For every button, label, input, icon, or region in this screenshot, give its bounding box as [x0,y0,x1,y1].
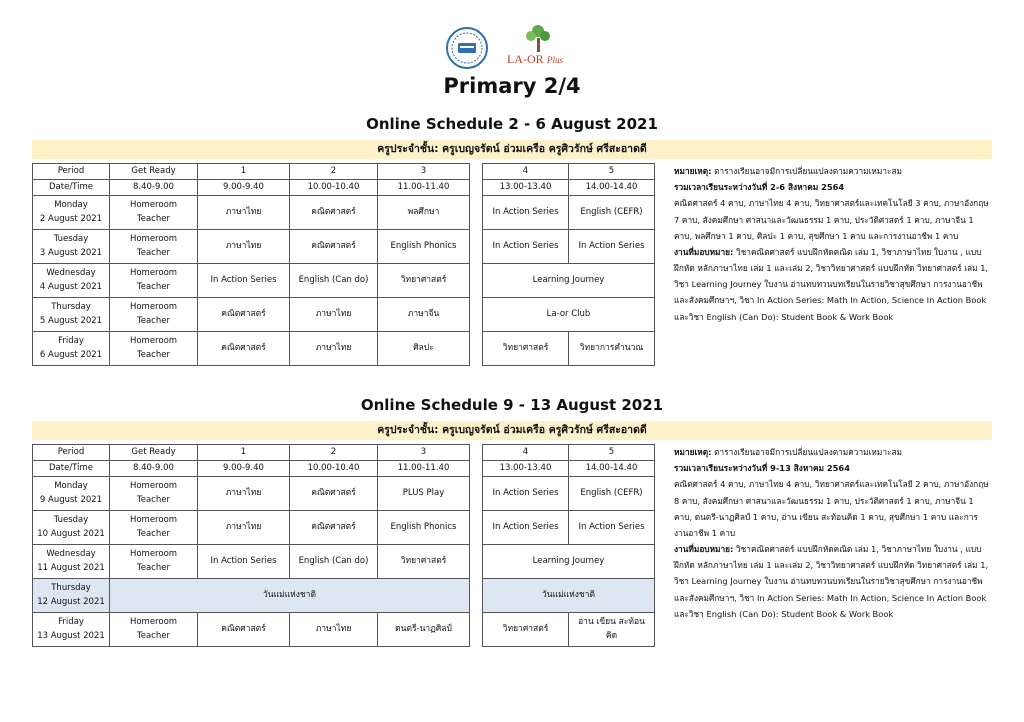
homeroom-teachers-bar: ครูประจำชั้น: ครูเบญจรัตน์ อ่วมเครือ ครูศิวรักษ์ ศรีสะอาดดี [32,140,992,159]
lunch-gap [470,511,483,545]
period-5-header: 5 [569,445,655,461]
period-1-cell: คณิตศาสตร์ [198,298,290,332]
lunch-gap [470,579,483,613]
period-3-header: 3 [378,445,470,461]
period-1-cell: ภาษาไทย [198,511,290,545]
period-3-cell: ศิลปะ [378,332,470,366]
homeroom-teachers-bar: ครูประจำชั้น: ครูเบญจรัตน์ อ่วมเครือ ครูศิวรักษ์ ศรีสะอาดดี [32,421,992,440]
day-cell: Tuesday 3 August 2021 [33,230,110,264]
getready-time: 8.40-9.00 [110,461,198,477]
assignments: งานที่มอบหมาย: วิชาคณิตศาสตร์ แบบฝึกหัดคณิต เล่ม 1, วิชาภาษาไทย ใบงาน , แบบฝึกหัด หลักภาษาไทย เล่ม 1 และเล่ม 2, วิชาวิทยาศาสตร์ แบบฝึกหัด วิทยาศาสตร์ เล่ม 1, วิชา Learning Journey ใบงาน อ่านทบทวนบทเรียนในรายวิชาสุขศึกษา การงานอาชีพ และสังคมศึกษาฯ, วิชา In Action Series: Math In Action, Science In Action Book และวิชา English (Can Do): Student Book & Work Book [674,246,989,322]
period-2-cell: คณิตศาสตร์ [290,230,378,264]
period-4-header: 4 [483,164,569,180]
period-5-header: 5 [569,164,655,180]
logo-text: LA-OR [507,52,544,66]
period-1-time: 9.00-9.40 [198,461,290,477]
total-hours-text: คณิตศาสตร์ 4 คาบ, ภาษาไทย 4 คาบ, วิทยาศาสตร์และเทคโนโลยี 3 คาบ, ภาษาอังกฤษ 7 คาบ, สังคมศึกษา ศาสนาและวัฒนธรรม 1 คาบ, ประวัติศาสตร์ 1 คาบ, ภาษาจีน 1 คาบ, พลศึกษา 1 คาบ, ศิลปะ 1 คาบ, สุขศึกษา 1 คาบ และการงานอาชีพ 1 คาบ [674,198,989,241]
day-cell: Friday 13 August 2021 [33,613,110,647]
day-cell: Thursday 5 August 2021 [33,298,110,332]
schedule-table [32,444,655,647]
period-4-cell: In Action Series [483,477,569,511]
period-2-cell: ภาษาไทย [290,298,378,332]
period-2-cell: English (Can do) [290,264,378,298]
week-title: Online Schedule 2 - 6 August 2021 [366,115,658,133]
day-row [33,545,655,579]
logo-bar [0,22,1024,82]
datetime-label: Date/Time [33,461,110,477]
logo-plus-text: Plus [547,55,564,65]
period-1-header: 1 [198,445,290,461]
school-seal-icon [445,26,489,70]
day-row [33,477,655,511]
period-2-cell: ภาษาไทย [290,613,378,647]
period-1-cell: คณิตศาสตร์ [198,332,290,366]
period-3-cell: English Phonics [378,230,470,264]
total-hours-label: รวมเวลาเรียนระหว่างวันที่ 9-13 สิงหาคม 2564 [674,463,850,474]
lunch-gap [470,332,483,366]
period-header: Period [33,445,110,461]
period-1-cell: In Action Series [198,545,290,579]
period-3-cell: English Phonics [378,511,470,545]
time-row [33,180,655,196]
holiday-afternoon-cell: วันแม่แห่งชาติ [483,579,655,613]
day-cell: Wednesday 11 August 2021 [33,545,110,579]
day-row [33,613,655,647]
day-cell: Monday 9 August 2021 [33,477,110,511]
header-row [33,164,655,180]
period-5-cell: English (CEFR) [569,477,655,511]
period-2-cell: คณิตศาสตร์ [290,511,378,545]
afternoon-cell: Learning Journey [483,545,655,579]
getready-cell: Homeroom Teacher [110,264,198,298]
period-2-header: 2 [290,164,378,180]
getready-cell: Homeroom Teacher [110,477,198,511]
getready-header: Get Ready [110,445,198,461]
period-5-cell: English (CEFR) [569,196,655,230]
remark: หมายเหตุ: ตารางเรียนอาจมีการเปลี่ยนแปลงตามความเหมาะสม [674,166,903,176]
period-1-cell: คณิตศาสตร์ [198,613,290,647]
lunch-gap [470,545,483,579]
getready-cell: Homeroom Teacher [110,230,198,264]
period-5-cell: In Action Series [569,511,655,545]
period-1-cell: ภาษาไทย [198,477,290,511]
total-hours-text: คณิตศาสตร์ 4 คาบ, ภาษาไทย 4 คาบ, วิทยาศาสตร์และเทคโนโลยี 2 คาบ, ภาษาอังกฤษ 8 คาบ, สังคมศึกษา ศาสนาและวัฒนธรรม 1 คาบ, ประวัติศาสตร์ 1 คาบ, ภาษาจีน 1 คาบ, ดนตรี-นาฏศิลป์ 1 คาบ, อ่าน เขียน สะท้อนคิด 1 คาบ, สุขศึกษา 1 คาบ และการงานอาชีพ 1 คาบ [674,479,989,538]
period-2-cell: ภาษาไทย [290,332,378,366]
period-4-time: 13.00-13.40 [483,461,569,477]
period-2-header: 2 [290,445,378,461]
period-2-cell: คณิตศาสตร์ [290,477,378,511]
day-cell: Friday 6 August 2021 [33,332,110,366]
day-row [33,196,655,230]
day-cell: Monday 2 August 2021 [33,196,110,230]
getready-time: 8.40-9.00 [110,180,198,196]
afternoon-cell: Learning Journey [483,264,655,298]
getready-cell: Homeroom Teacher [110,196,198,230]
lunch-gap [470,264,483,298]
lunch-gap [470,298,483,332]
lunch-gap [470,445,483,461]
lunch-gap [470,180,483,196]
tree-icon [526,25,550,52]
day-cell: Tuesday 10 August 2021 [33,511,110,545]
lunch-gap [470,230,483,264]
period-1-cell: ภาษาไทย [198,196,290,230]
getready-header: Get Ready [110,164,198,180]
day-row [33,298,655,332]
week-title: Online Schedule 9 - 13 August 2021 [360,396,664,414]
total-hours-label: รวมเวลาเรียนระหว่างวันที่ 2-6 สิงหาคม 2564 [674,182,845,193]
schedule-table [32,163,655,366]
lunch-gap [470,477,483,511]
header-row [33,445,655,461]
period-5-time: 14.00-14.40 [569,461,655,477]
period-4-time: 13.00-13.40 [483,180,569,196]
period-3-time: 11.00-11.40 [378,180,470,196]
period-1-header: 1 [198,164,290,180]
day-cell: Thursday 12 August 2021 [33,579,110,613]
period-3-cell: พลศึกษา [378,196,470,230]
getready-cell: Homeroom Teacher [110,613,198,647]
lunch-gap [470,461,483,477]
period-4-cell: In Action Series [483,196,569,230]
period-4-cell: In Action Series [483,230,569,264]
la-or-plus-logo [506,22,570,78]
period-3-cell: วิทยาศาสตร์ [378,264,470,298]
holiday-morning-cell: วันแม่แห่งชาติ [110,579,470,613]
period-3-cell: ภาษาจีน [378,298,470,332]
day-row [33,511,655,545]
period-3-cell: ดนตรี-นาฏศิลป์ [378,613,470,647]
holiday-row [33,579,655,613]
day-cell: Wednesday 4 August 2021 [33,264,110,298]
lunch-gap [470,196,483,230]
period-2-time: 10.00-10.40 [290,461,378,477]
period-5-cell: อ่าน เขียน สะท้อน คิด [569,613,655,647]
lunch-gap [470,613,483,647]
period-4-header: 4 [483,445,569,461]
period-2-cell: คณิตศาสตร์ [290,196,378,230]
lunch-gap [470,164,483,180]
getready-cell: Homeroom Teacher [110,511,198,545]
period-3-cell: วิทยาศาสตร์ [378,545,470,579]
period-1-time: 9.00-9.40 [198,180,290,196]
remark: หมายเหตุ: ตารางเรียนอาจมีการเปลี่ยนแปลงตามความเหมาะสม [674,447,903,457]
period-1-cell: In Action Series [198,264,290,298]
day-row [33,332,655,366]
period-2-cell: English (Can do) [290,545,378,579]
period-2-time: 10.00-10.40 [290,180,378,196]
day-row [33,230,655,264]
period-5-time: 14.00-14.40 [569,180,655,196]
period-4-cell: วิทยาศาสตร์ [483,332,569,366]
period-3-cell: PLUS Play [378,477,470,511]
period-5-cell: In Action Series [569,230,655,264]
period-1-cell: ภาษาไทย [198,230,290,264]
datetime-label: Date/Time [33,180,110,196]
afternoon-cell: La-or Club [483,298,655,332]
assignments: งานที่มอบหมาย: วิชาคณิตศาสตร์ แบบฝึกหัดคณิต เล่ม 1, วิชาภาษาไทย ใบงาน , แบบฝึกหัด หลักภาษาไทย เล่ม 1 และเล่ม 2, วิชาวิทยาศาสตร์ แบบฝึกหัด วิทยาศาสตร์ เล่ม 1, วิชา Learning Journey ใบงาน อ่านทบทวนบทเรียนในรายวิชาสุขศึกษา การงานอาชีพ และสังคมศึกษาฯ, วิชา In Action Series: Math In Action, Science In Action Book และวิชา English (Can Do): Student Book & Work Book [674,544,989,619]
schedule-notes [674,163,992,325]
day-row [33,264,655,298]
getready-cell: Homeroom Teacher [110,298,198,332]
period-4-cell: In Action Series [483,511,569,545]
time-row [33,461,655,477]
period-4-cell: วิทยาศาสตร์ [483,613,569,647]
getready-cell: Homeroom Teacher [110,545,198,579]
getready-cell: Homeroom Teacher [110,332,198,366]
schedule-notes [674,444,992,622]
page-title: Primary 2/4 [443,74,581,98]
period-header: Period [33,164,110,180]
period-3-header: 3 [378,164,470,180]
period-5-cell: วิทยาการคำนวณ [569,332,655,366]
period-3-time: 11.00-11.40 [378,461,470,477]
